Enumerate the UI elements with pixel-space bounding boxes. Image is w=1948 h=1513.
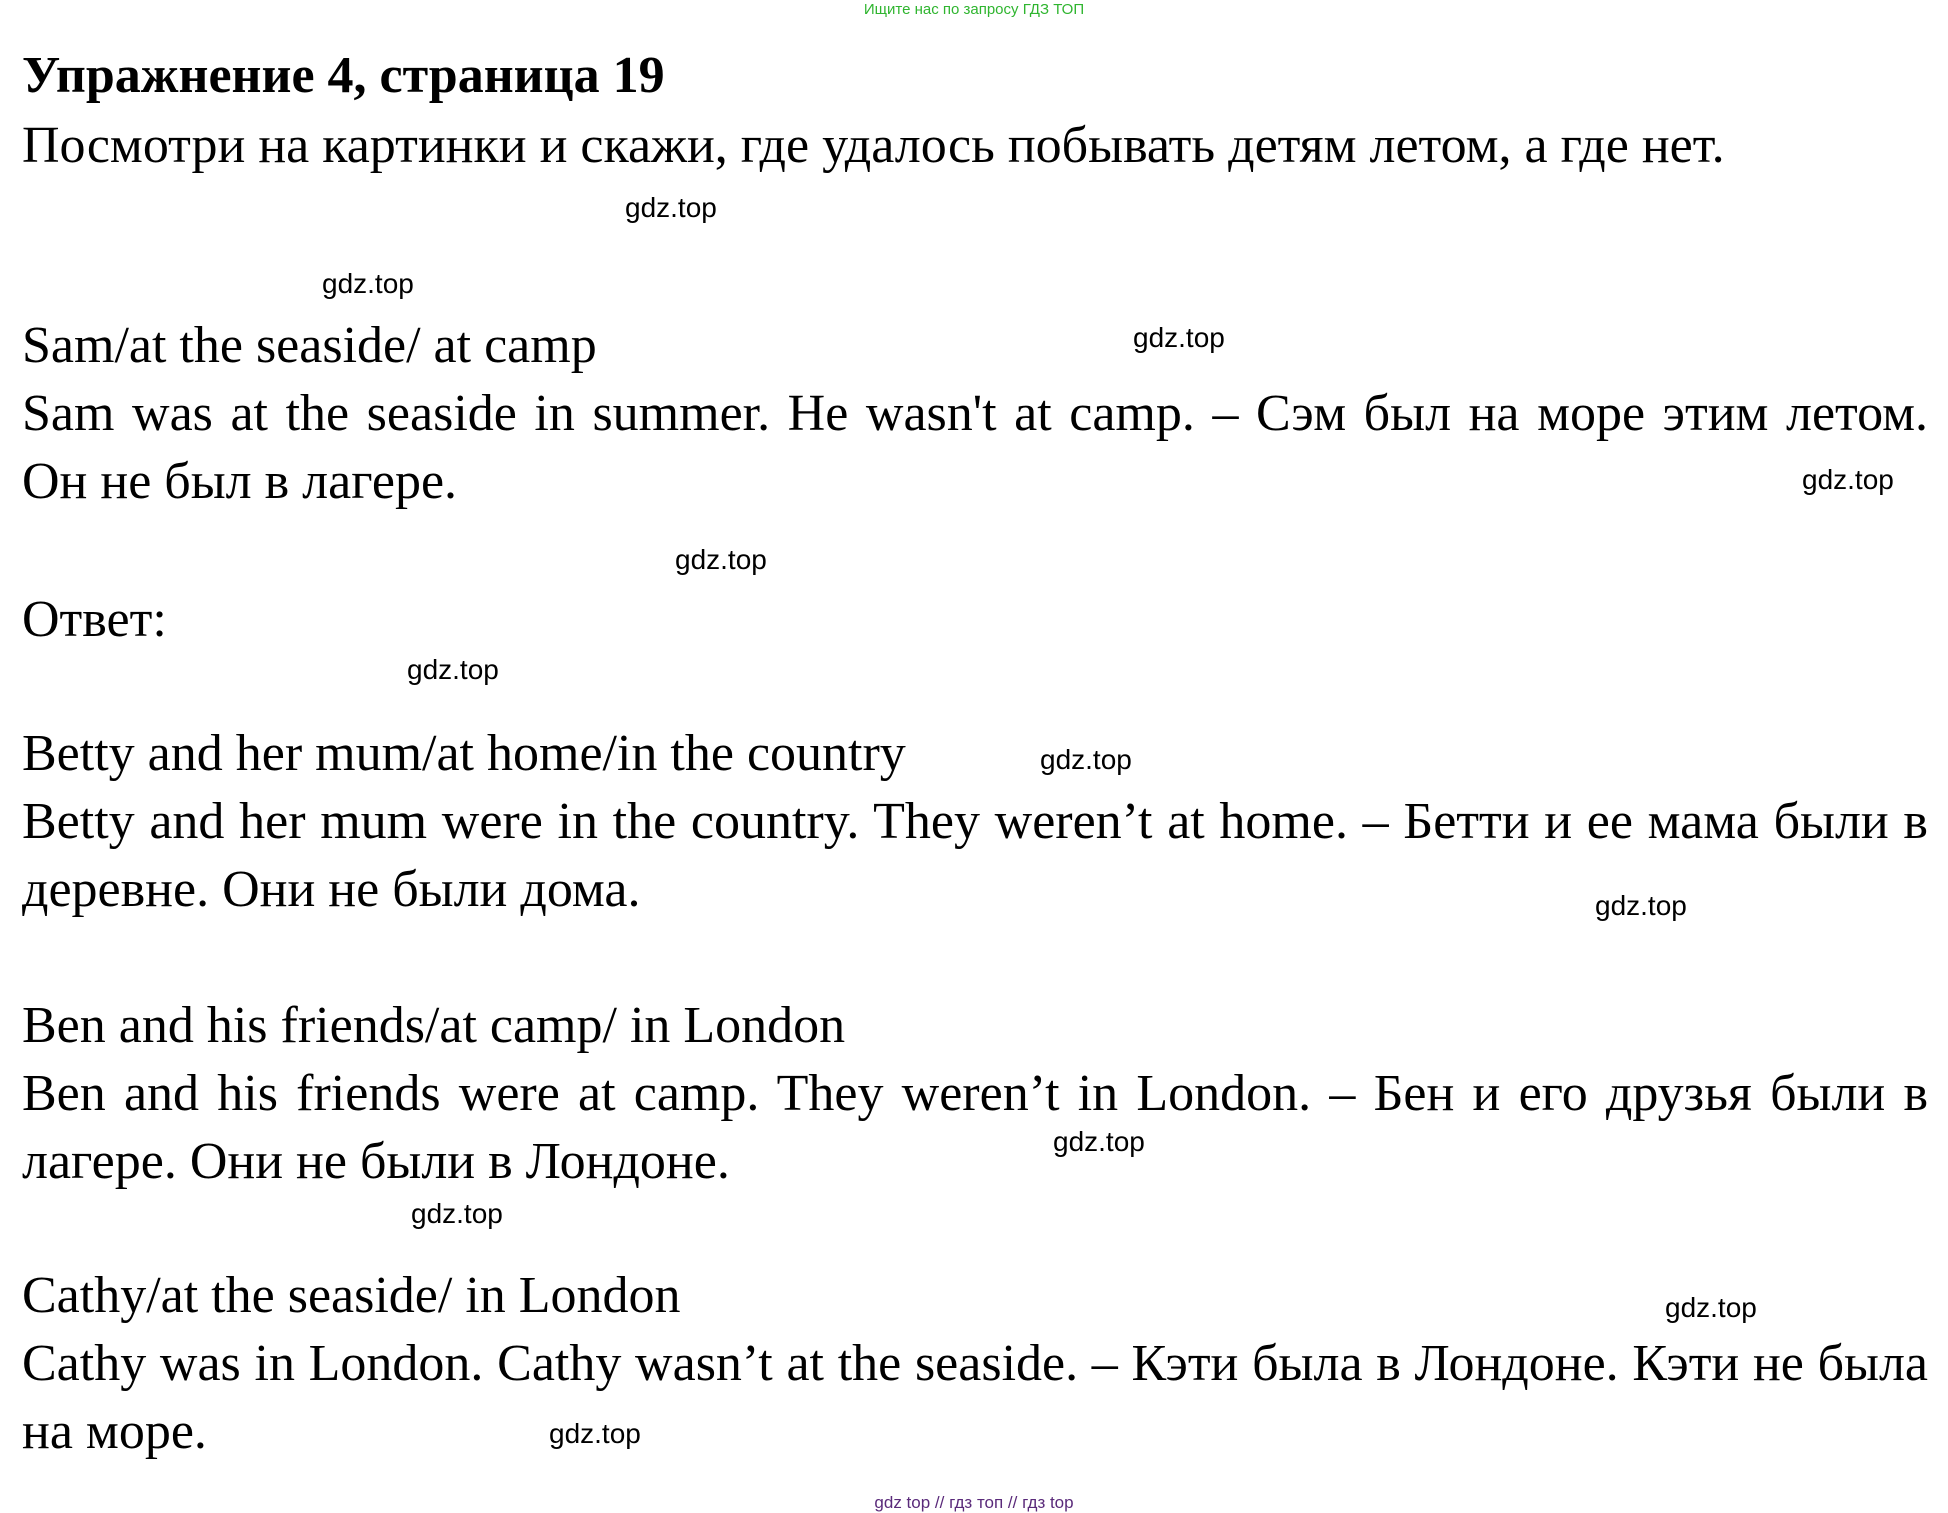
watermark: gdz.top	[675, 544, 767, 575]
item-prompt-1: Betty and her mum/at home/in the country	[22, 725, 906, 782]
page-title: Упражнение 4, страница 19	[22, 47, 665, 104]
watermark: gdz.top	[1595, 890, 1687, 921]
example-answer: Sam was at the seaside in summer. He wasn't at camp. – Сэм был на море этим летом. Он не был в лагере.	[22, 385, 1928, 510]
watermark: gdz.top	[625, 192, 717, 223]
answer-label: Ответ:	[22, 591, 167, 648]
watermark: gdz.top	[549, 1418, 641, 1449]
footer-watermark: gdz top // гдз топ // гдз top	[874, 1493, 1074, 1512]
instruction-text: Посмотри на картинки и скажи, где удалось побывать детям летом, а где нет.	[22, 117, 1725, 174]
watermark: gdz.top	[407, 654, 499, 685]
watermark: gdz.top	[1053, 1126, 1145, 1157]
watermark: gdz.top	[1040, 744, 1132, 775]
item-answer-1: Betty and her mum were in the country. They weren’t at home. – Бетти и ее мама были в деревне. Они не были дома.	[22, 793, 1928, 918]
top-banner: Ищите нас по запросу ГДЗ ТОП	[863, 1, 1085, 18]
item-prompt-3: Cathy/at the seaside/ in London	[22, 1267, 681, 1324]
watermark: gdz.top	[1133, 322, 1225, 353]
item-prompt-2: Ben and his friends/at camp/ in London	[22, 997, 846, 1054]
watermark: gdz.top	[1802, 464, 1894, 495]
watermark: gdz.top	[1665, 1292, 1757, 1323]
example-prompt: Sam/at the seaside/ at camp	[22, 317, 597, 374]
item-answer-3: Cathy was in London. Cathy wasn’t at the seaside. – Кэти была в Лондоне. Кэти не была на море.	[22, 1335, 1928, 1460]
item-answer-2: Ben and his friends were at camp. They weren’t in London. – Бен и его друзья были в лагере. Они не были в Лондоне.	[22, 1065, 1928, 1190]
watermark: gdz.top	[322, 268, 414, 299]
watermark: gdz.top	[411, 1198, 503, 1229]
